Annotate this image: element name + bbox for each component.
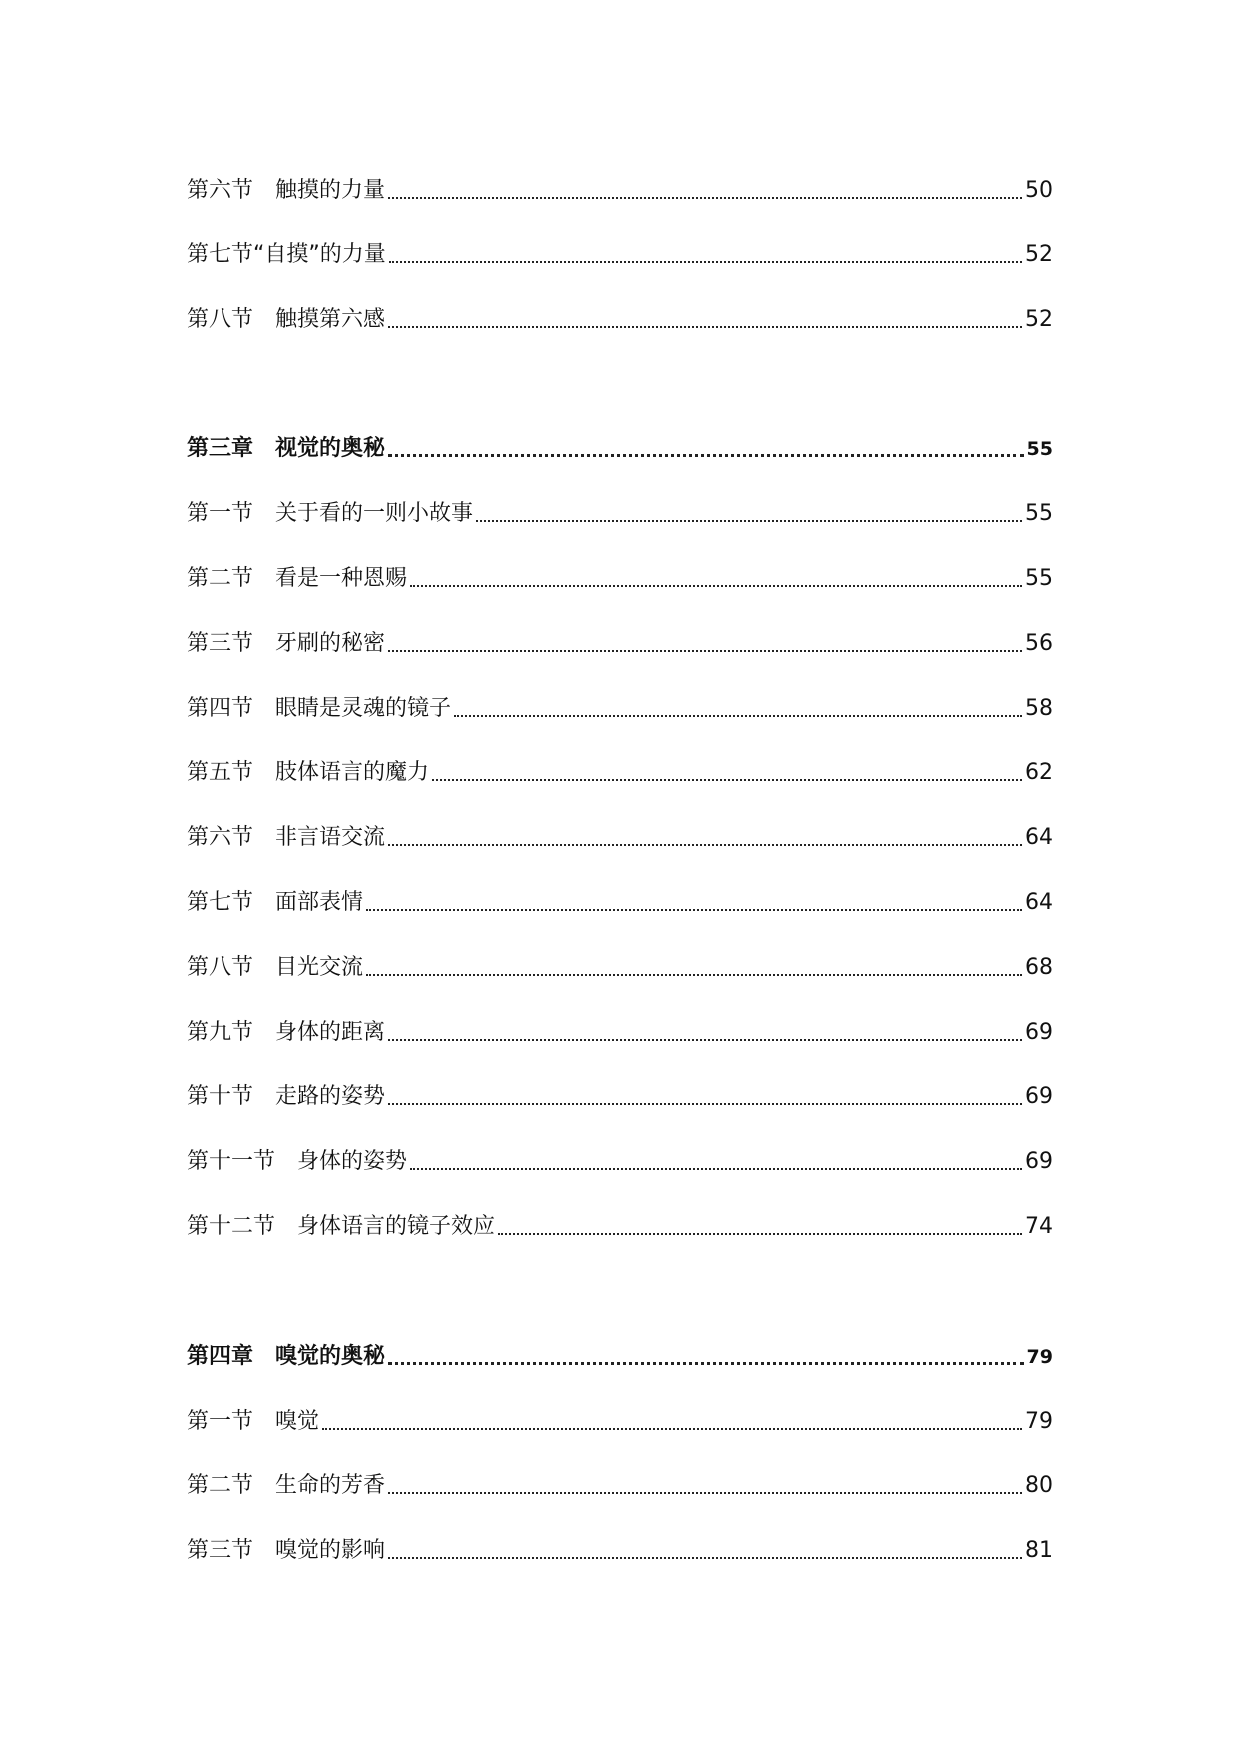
toc-entry-page: 68 (1025, 955, 1053, 980)
toc-entry-number: 第十一节 (187, 1149, 276, 1174)
toc-entry[interactable] (187, 1071, 1053, 1111)
toc-entry-number: 第八节 (187, 307, 254, 332)
toc-entry-page: 55 (1025, 566, 1053, 591)
dot-leader (366, 909, 1022, 911)
toc-entry-number: 第二节 (187, 566, 254, 591)
toc-entry-title: 生命的芳香 (275, 1473, 386, 1498)
toc-entry[interactable] (187, 553, 1053, 593)
toc-entry-page: 69 (1025, 1020, 1053, 1045)
toc-chapter-entry[interactable] (187, 423, 1053, 463)
toc-entry-number: 第七节 (187, 242, 254, 267)
toc-entry[interactable] (187, 1396, 1053, 1436)
toc-entry-page: 79 (1025, 1409, 1053, 1434)
toc-entry-title: 目光交流 (275, 955, 364, 980)
toc-entry-title: 牙刷的秘密 (275, 631, 386, 656)
toc-entry-number: 第三章 (187, 436, 254, 461)
toc-entry[interactable] (187, 812, 1053, 852)
dot-leader (388, 844, 1022, 846)
toc-entry[interactable] (187, 294, 1053, 334)
toc-entry[interactable] (187, 618, 1053, 658)
dot-leader (389, 261, 1022, 263)
toc-entry-number: 第七节 (187, 890, 254, 915)
toc-entry-page: 52 (1025, 307, 1053, 332)
toc-entry-number: 第六节 (187, 825, 254, 850)
dot-leader (388, 1362, 1024, 1365)
toc-entry[interactable] (187, 229, 1053, 269)
dot-leader (388, 454, 1024, 457)
toc-entry-title: 嗅觉的奥秘 (275, 1344, 386, 1369)
dot-leader (388, 1039, 1022, 1041)
toc-entry-title: 走路的姿势 (275, 1084, 386, 1109)
toc-entry-page: 50 (1025, 178, 1053, 203)
dot-leader (388, 1103, 1022, 1105)
dot-leader (388, 326, 1022, 328)
toc-entry-title: 关于看的一则小故事 (275, 501, 474, 526)
dot-leader (410, 1168, 1022, 1170)
toc-entry[interactable] (187, 1136, 1053, 1176)
toc-entry-page: 64 (1025, 825, 1053, 850)
toc-entry-number: 第二节 (187, 1473, 254, 1498)
dot-leader (388, 1492, 1022, 1494)
toc-entry-title: 身体语言的镜子效应 (297, 1214, 496, 1239)
dot-leader (388, 197, 1022, 199)
toc-entry-title: 眼睛是灵魂的镜子 (275, 696, 452, 721)
toc-entry-page: 64 (1025, 890, 1053, 915)
toc-entry-number: 第一节 (187, 501, 254, 526)
toc-entry-number: 第十节 (187, 1084, 254, 1109)
toc-chapter-entry[interactable] (187, 1331, 1053, 1371)
toc-entry-title: 身体的姿势 (297, 1149, 408, 1174)
toc-entry[interactable] (187, 683, 1053, 723)
toc-entry-page: 69 (1025, 1084, 1053, 1109)
toc-entry[interactable] (187, 488, 1053, 528)
dot-leader (322, 1428, 1022, 1430)
toc-entry-title: 肢体语言的魔力 (275, 760, 430, 785)
toc-entry-page: 79 (1026, 1346, 1053, 1368)
toc-entry-title: 嗅觉的影响 (275, 1538, 386, 1563)
dot-leader (498, 1233, 1022, 1235)
table-of-contents (187, 0, 1053, 1754)
toc-entry-number: 第四章 (187, 1344, 254, 1369)
toc-entry-number: 第八节 (187, 955, 254, 980)
toc-entry-number: 第三节 (187, 631, 254, 656)
toc-entry-title: 视觉的奥秘 (275, 436, 386, 461)
toc-entry-title: 面部表情 (275, 890, 364, 915)
dot-leader (388, 1557, 1022, 1559)
toc-entry[interactable] (187, 1201, 1053, 1241)
toc-entry-number: 第一节 (187, 1409, 254, 1434)
toc-entry-page: 81 (1025, 1538, 1053, 1563)
dot-leader (388, 650, 1022, 652)
dot-leader (432, 779, 1022, 781)
toc-entry[interactable] (187, 1007, 1053, 1047)
dot-leader (476, 520, 1022, 522)
toc-entry-page: 55 (1026, 438, 1053, 460)
toc-entry-page: 62 (1025, 760, 1053, 785)
toc-entry-number: 第三节 (187, 1538, 254, 1563)
dot-leader (454, 715, 1022, 717)
toc-entry-number: 第十二节 (187, 1214, 276, 1239)
toc-entry-page: 55 (1025, 501, 1053, 526)
toc-entry-page: 52 (1025, 242, 1053, 267)
toc-entry-number: 第四节 (187, 696, 254, 721)
toc-entry-page: 80 (1025, 1473, 1053, 1498)
toc-entry-title: 嗅觉 (275, 1409, 320, 1434)
toc-entry[interactable] (187, 1460, 1053, 1500)
toc-entry-title: 非言语交流 (275, 825, 386, 850)
dot-leader (366, 974, 1022, 976)
toc-entry-page: 56 (1025, 631, 1053, 656)
toc-entry[interactable] (187, 942, 1053, 982)
toc-entry-title: 触摸第六感 (275, 307, 386, 332)
toc-entry[interactable] (187, 747, 1053, 787)
toc-entry-title: 触摸的力量 (275, 178, 386, 203)
dot-leader (410, 585, 1022, 587)
toc-entry-page: 58 (1025, 696, 1053, 721)
toc-entry-title: “自摸”的力量 (253, 242, 386, 267)
toc-entry-page: 74 (1025, 1214, 1053, 1239)
toc-entry-number: 第五节 (187, 760, 254, 785)
toc-entry-title: 看是一种恩赐 (275, 566, 408, 591)
toc-entry-page: 69 (1025, 1149, 1053, 1174)
toc-entry-number: 第六节 (187, 178, 254, 203)
toc-entry[interactable] (187, 1525, 1053, 1565)
toc-entry-number: 第九节 (187, 1020, 254, 1045)
toc-entry[interactable] (187, 165, 1053, 205)
toc-entry-title: 身体的距离 (275, 1020, 386, 1045)
toc-entry[interactable] (187, 877, 1053, 917)
